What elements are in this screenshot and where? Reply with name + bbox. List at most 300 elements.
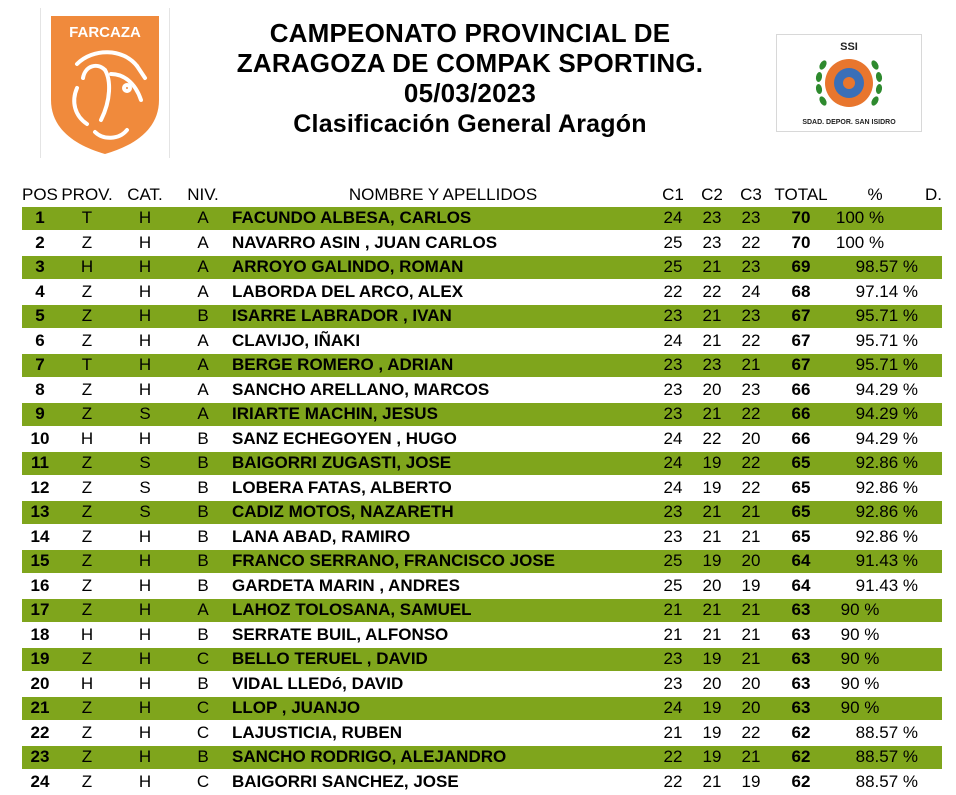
position-cell: 19 <box>22 647 58 672</box>
percent-cell: 95.71 % <box>832 353 918 378</box>
position-cell: 14 <box>22 525 58 550</box>
c3-score-cell: 19 <box>732 770 770 795</box>
category-cell: H <box>116 304 174 329</box>
category-cell: H <box>116 721 174 746</box>
diff-cell <box>918 598 942 623</box>
percent-cell: 100 % <box>832 231 918 256</box>
level-cell: B <box>174 574 232 599</box>
table-row <box>22 304 942 329</box>
position-cell: 12 <box>22 476 58 501</box>
province-cell: Z <box>58 231 116 256</box>
category-cell: H <box>116 378 174 403</box>
level-cell: A <box>174 207 232 231</box>
c2-score-cell: 21 <box>692 623 732 648</box>
farcaza-shield-icon <box>41 8 169 158</box>
c3-score-cell: 24 <box>732 280 770 305</box>
level-cell: C <box>174 647 232 672</box>
percent-cell: 90 % <box>832 696 918 721</box>
table-row <box>22 207 942 231</box>
table-row <box>22 231 942 256</box>
c2-score-cell: 21 <box>692 255 732 280</box>
province-cell: H <box>58 672 116 697</box>
table-row <box>22 745 942 770</box>
level-cell: A <box>174 255 232 280</box>
percent-cell: 92.86 % <box>832 525 918 550</box>
level-cell: B <box>174 549 232 574</box>
club-seal-icon <box>777 35 921 131</box>
shooter-name-cell: SANCHO RODRIGO, ALEJANDRO <box>232 745 654 770</box>
farcaza-logo-text: FARCAZA <box>69 24 141 41</box>
c2-score-cell: 22 <box>692 427 732 452</box>
table-row <box>22 549 942 574</box>
percent-cell: 94.29 % <box>832 402 918 427</box>
event-date: 05/03/2023 <box>403 78 537 108</box>
percent-cell: 91.43 % <box>832 574 918 599</box>
c1-score-cell: 21 <box>654 721 692 746</box>
category-cell: H <box>116 696 174 721</box>
shooter-name-cell: LAHOZ TOLOSANA, SAMUEL <box>232 598 654 623</box>
shooter-name-cell: LLOP , JUANJO <box>232 696 654 721</box>
level-cell: B <box>174 304 232 329</box>
category-cell: H <box>116 672 174 697</box>
level-cell: B <box>174 672 232 697</box>
shooter-name-cell: BAIGORRI SANCHEZ, JOSE <box>232 770 654 795</box>
province-cell: Z <box>58 329 116 354</box>
category-cell: H <box>116 207 174 231</box>
c2-score-cell: 19 <box>692 549 732 574</box>
percent-cell: 91.43 % <box>832 549 918 574</box>
total-score-cell: 64 <box>770 549 832 574</box>
c2-score-cell: 19 <box>692 476 732 501</box>
position-cell: 3 <box>22 255 58 280</box>
category-cell: H <box>116 549 174 574</box>
c1-score-cell: 25 <box>654 574 692 599</box>
c1-score-cell: 22 <box>654 280 692 305</box>
diff-cell <box>918 721 942 746</box>
province-cell: Z <box>58 304 116 329</box>
total-score-cell: 67 <box>770 304 832 329</box>
province-cell: Z <box>58 402 116 427</box>
c2-score-cell: 19 <box>692 696 732 721</box>
province-cell: Z <box>58 721 116 746</box>
diff-cell <box>918 696 942 721</box>
province-cell: Z <box>58 574 116 599</box>
table-row <box>22 525 942 550</box>
col-header-diff: D. <box>925 185 942 204</box>
percent-cell: 90 % <box>832 623 918 648</box>
col-header-cat: CAT. <box>127 185 163 204</box>
shooter-name-cell: FACUNDO ALBESA, CARLOS <box>232 207 654 231</box>
province-cell: H <box>58 255 116 280</box>
shooter-name-cell: BAIGORRI ZUGASTI, JOSE <box>232 451 654 476</box>
total-score-cell: 63 <box>770 696 832 721</box>
province-cell: Z <box>58 500 116 525</box>
level-cell: A <box>174 329 232 354</box>
c1-score-cell: 23 <box>654 500 692 525</box>
category-cell: H <box>116 427 174 452</box>
shooter-name-cell: CADIZ MOTOS, NAZARETH <box>232 500 654 525</box>
position-cell: 2 <box>22 231 58 256</box>
c1-score-cell: 25 <box>654 549 692 574</box>
level-cell: B <box>174 500 232 525</box>
c1-score-cell: 24 <box>654 476 692 501</box>
diff-cell <box>918 549 942 574</box>
percent-cell: 98.57 % <box>832 255 918 280</box>
c1-score-cell: 23 <box>654 304 692 329</box>
level-cell: A <box>174 402 232 427</box>
c3-score-cell: 23 <box>732 378 770 403</box>
table-row <box>22 476 942 501</box>
percent-cell: 90 % <box>832 672 918 697</box>
position-cell: 7 <box>22 353 58 378</box>
c1-score-cell: 23 <box>654 647 692 672</box>
percent-cell: 88.57 % <box>832 745 918 770</box>
level-cell: A <box>174 598 232 623</box>
total-score-cell: 63 <box>770 598 832 623</box>
diff-cell <box>918 770 942 795</box>
position-cell: 20 <box>22 672 58 697</box>
percent-cell: 97.14 % <box>832 280 918 305</box>
total-score-cell: 62 <box>770 770 832 795</box>
category-cell: H <box>116 574 174 599</box>
total-score-cell: 66 <box>770 378 832 403</box>
diff-cell <box>918 231 942 256</box>
total-score-cell: 63 <box>770 623 832 648</box>
total-score-cell: 70 <box>770 207 832 231</box>
level-cell: B <box>174 525 232 550</box>
percent-cell: 92.86 % <box>832 500 918 525</box>
c2-score-cell: 21 <box>692 329 732 354</box>
c2-score-cell: 23 <box>692 231 732 256</box>
position-cell: 6 <box>22 329 58 354</box>
table-row <box>22 672 942 697</box>
shooter-name-cell: SANZ ECHEGOYEN , HUGO <box>232 427 654 452</box>
category-cell: H <box>116 353 174 378</box>
diff-cell <box>918 280 942 305</box>
table-row <box>22 500 942 525</box>
diff-cell <box>918 255 942 280</box>
position-cell: 21 <box>22 696 58 721</box>
diff-cell <box>918 304 942 329</box>
position-cell: 18 <box>22 623 58 648</box>
category-cell: H <box>116 255 174 280</box>
c2-score-cell: 22 <box>692 280 732 305</box>
c2-score-cell: 21 <box>692 598 732 623</box>
c3-score-cell: 20 <box>732 696 770 721</box>
c2-score-cell: 21 <box>692 770 732 795</box>
c3-score-cell: 21 <box>732 623 770 648</box>
province-cell: Z <box>58 378 116 403</box>
col-header-percent: % <box>867 185 883 204</box>
c1-score-cell: 24 <box>654 207 692 231</box>
category-cell: H <box>116 770 174 795</box>
c3-score-cell: 20 <box>732 549 770 574</box>
position-cell: 11 <box>22 451 58 476</box>
total-score-cell: 65 <box>770 525 832 550</box>
level-cell: A <box>174 378 232 403</box>
title-line-1: CAMPEONATO PROVINCIAL DE <box>269 18 671 48</box>
province-cell: Z <box>58 745 116 770</box>
position-cell: 16 <box>22 574 58 599</box>
level-cell: C <box>174 770 232 795</box>
shooter-name-cell: BERGE ROMERO , ADRIAN <box>232 353 654 378</box>
province-cell: H <box>58 427 116 452</box>
c3-score-cell: 23 <box>732 207 770 231</box>
diff-cell <box>918 476 942 501</box>
c3-score-cell: 21 <box>732 500 770 525</box>
level-cell: C <box>174 696 232 721</box>
col-header-niv: NIV. <box>187 185 219 204</box>
c3-score-cell: 23 <box>732 255 770 280</box>
shooter-name-cell: GARDETA MARIN , ANDRES <box>232 574 654 599</box>
province-cell: Z <box>58 525 116 550</box>
position-cell: 23 <box>22 745 58 770</box>
c1-score-cell: 22 <box>654 770 692 795</box>
shooter-name-cell: LANA ABAD, RAMIRO <box>232 525 654 550</box>
total-score-cell: 63 <box>770 647 832 672</box>
total-score-cell: 62 <box>770 721 832 746</box>
col-header-c2: C2 <box>701 185 723 204</box>
percent-cell: 95.71 % <box>832 304 918 329</box>
province-cell: Z <box>58 647 116 672</box>
c1-score-cell: 23 <box>654 525 692 550</box>
province-cell: Z <box>58 451 116 476</box>
c1-score-cell: 24 <box>654 427 692 452</box>
total-score-cell: 70 <box>770 231 832 256</box>
shooter-name-cell: CLAVIJO, IÑAKI <box>232 329 654 354</box>
position-cell: 17 <box>22 598 58 623</box>
table-row <box>22 329 942 354</box>
club-logo-text: SDAD. DEPOR. SAN ISIDRO <box>802 119 896 126</box>
col-header-name: NOMBRE Y APELLIDOS <box>348 185 538 204</box>
category-cell: H <box>116 647 174 672</box>
table-row <box>22 451 942 476</box>
col-header-c1: C1 <box>662 185 684 204</box>
total-score-cell: 65 <box>770 500 832 525</box>
category-cell: H <box>116 231 174 256</box>
svg-text:SSI: SSI <box>840 41 858 53</box>
results-table <box>22 183 942 795</box>
diff-cell <box>918 451 942 476</box>
c1-score-cell: 23 <box>654 353 692 378</box>
page-subtitle: Clasificación General Aragón <box>293 110 647 138</box>
diff-cell <box>918 378 942 403</box>
c3-score-cell: 21 <box>732 525 770 550</box>
table-row <box>22 721 942 746</box>
c1-score-cell: 22 <box>654 745 692 770</box>
table-header-row <box>22 183 942 207</box>
col-header-pos: POS <box>22 185 58 204</box>
diff-cell <box>918 329 942 354</box>
province-cell: Z <box>58 280 116 305</box>
table-row <box>22 255 942 280</box>
table-row <box>22 280 942 305</box>
total-score-cell: 67 <box>770 329 832 354</box>
results-body <box>22 207 942 794</box>
c1-score-cell: 23 <box>654 378 692 403</box>
c2-score-cell: 21 <box>692 500 732 525</box>
c3-score-cell: 21 <box>732 647 770 672</box>
diff-cell <box>918 402 942 427</box>
category-cell: H <box>116 329 174 354</box>
percent-cell: 95.71 % <box>832 329 918 354</box>
diff-cell <box>918 500 942 525</box>
total-score-cell: 66 <box>770 427 832 452</box>
table-row <box>22 598 942 623</box>
shooter-name-cell: ARROYO GALINDO, ROMAN <box>232 255 654 280</box>
c3-score-cell: 22 <box>732 402 770 427</box>
c1-score-cell: 24 <box>654 451 692 476</box>
farcaza-logo <box>40 8 170 158</box>
position-cell: 15 <box>22 549 58 574</box>
diff-cell <box>918 623 942 648</box>
shooter-name-cell: SANCHO ARELLANO, MARCOS <box>232 378 654 403</box>
table-row <box>22 770 942 795</box>
shooter-name-cell: VIDAL LLEDó, DAVID <box>232 672 654 697</box>
province-cell: T <box>58 353 116 378</box>
c3-score-cell: 22 <box>732 476 770 501</box>
category-cell: S <box>116 500 174 525</box>
diff-cell <box>918 672 942 697</box>
shooter-name-cell: ISARRE LABRADOR , IVAN <box>232 304 654 329</box>
province-cell: Z <box>58 476 116 501</box>
category-cell: S <box>116 402 174 427</box>
diff-cell <box>918 647 942 672</box>
diff-cell <box>918 745 942 770</box>
diff-cell <box>918 207 942 231</box>
shooter-name-cell: NAVARRO ASIN , JUAN CARLOS <box>232 231 654 256</box>
c1-score-cell: 21 <box>654 623 692 648</box>
c1-score-cell: 23 <box>654 402 692 427</box>
percent-cell: 92.86 % <box>832 451 918 476</box>
position-cell: 13 <box>22 500 58 525</box>
level-cell: C <box>174 721 232 746</box>
total-score-cell: 65 <box>770 476 832 501</box>
percent-cell: 100 % <box>832 207 918 231</box>
c3-score-cell: 23 <box>732 304 770 329</box>
c2-score-cell: 21 <box>692 402 732 427</box>
shooter-name-cell: LAJUSTICIA, RUBEN <box>232 721 654 746</box>
position-cell: 1 <box>22 207 58 231</box>
level-cell: B <box>174 476 232 501</box>
percent-cell: 88.57 % <box>832 770 918 795</box>
c2-score-cell: 23 <box>692 207 732 231</box>
col-header-prov: PROV. <box>61 185 113 204</box>
title-line-2: ZARAGOZA DE COMPAK SPORTING. <box>236 48 704 78</box>
percent-cell: 88.57 % <box>832 721 918 746</box>
col-header-total: TOTAL <box>774 185 828 204</box>
c3-score-cell: 22 <box>732 231 770 256</box>
shooter-name-cell: BELLO TERUEL , DAVID <box>232 647 654 672</box>
category-cell: H <box>116 525 174 550</box>
c2-score-cell: 20 <box>692 574 732 599</box>
province-cell: T <box>58 207 116 231</box>
c3-score-cell: 19 <box>732 574 770 599</box>
c3-score-cell: 21 <box>732 745 770 770</box>
total-score-cell: 65 <box>770 451 832 476</box>
diff-cell <box>918 353 942 378</box>
table-row <box>22 427 942 452</box>
position-cell: 10 <box>22 427 58 452</box>
total-score-cell: 64 <box>770 574 832 599</box>
total-score-cell: 68 <box>770 280 832 305</box>
position-cell: 5 <box>22 304 58 329</box>
table-row <box>22 696 942 721</box>
percent-cell: 94.29 % <box>832 378 918 403</box>
total-score-cell: 62 <box>770 745 832 770</box>
position-cell: 4 <box>22 280 58 305</box>
c1-score-cell: 21 <box>654 598 692 623</box>
c2-score-cell: 20 <box>692 378 732 403</box>
category-cell: S <box>116 451 174 476</box>
category-cell: H <box>116 623 174 648</box>
level-cell: A <box>174 231 232 256</box>
level-cell: B <box>174 427 232 452</box>
c1-score-cell: 23 <box>654 672 692 697</box>
percent-cell: 90 % <box>832 647 918 672</box>
total-score-cell: 63 <box>770 672 832 697</box>
table-row <box>22 353 942 378</box>
col-header-c3: C3 <box>740 185 762 204</box>
c2-score-cell: 23 <box>692 353 732 378</box>
c3-score-cell: 22 <box>732 451 770 476</box>
c2-score-cell: 21 <box>692 304 732 329</box>
shooter-name-cell: SERRATE BUIL, ALFONSO <box>232 623 654 648</box>
shooter-name-cell: IRIARTE MACHIN, JESUS <box>232 402 654 427</box>
table-row <box>22 623 942 648</box>
table-row <box>22 378 942 403</box>
category-cell: H <box>116 598 174 623</box>
club-logo <box>776 34 922 132</box>
province-cell: Z <box>58 770 116 795</box>
c1-score-cell: 25 <box>654 255 692 280</box>
diff-cell <box>918 427 942 452</box>
category-cell: S <box>116 476 174 501</box>
position-cell: 24 <box>22 770 58 795</box>
c3-score-cell: 20 <box>732 427 770 452</box>
position-cell: 8 <box>22 378 58 403</box>
table-row <box>22 402 942 427</box>
diff-cell <box>918 525 942 550</box>
level-cell: B <box>174 451 232 476</box>
c2-score-cell: 19 <box>692 721 732 746</box>
total-score-cell: 69 <box>770 255 832 280</box>
c1-score-cell: 24 <box>654 696 692 721</box>
c1-score-cell: 25 <box>654 231 692 256</box>
c3-score-cell: 22 <box>732 721 770 746</box>
level-cell: A <box>174 353 232 378</box>
table-row <box>22 574 942 599</box>
position-cell: 9 <box>22 402 58 427</box>
total-score-cell: 67 <box>770 353 832 378</box>
c2-score-cell: 20 <box>692 672 732 697</box>
c1-score-cell: 24 <box>654 329 692 354</box>
level-cell: B <box>174 623 232 648</box>
province-cell: H <box>58 623 116 648</box>
level-cell: A <box>174 280 232 305</box>
province-cell: Z <box>58 598 116 623</box>
province-cell: Z <box>58 549 116 574</box>
title-block <box>170 18 770 140</box>
c2-score-cell: 19 <box>692 647 732 672</box>
c2-score-cell: 21 <box>692 525 732 550</box>
c3-score-cell: 22 <box>732 329 770 354</box>
c3-score-cell: 21 <box>732 353 770 378</box>
c3-score-cell: 21 <box>732 598 770 623</box>
category-cell: H <box>116 280 174 305</box>
diff-cell <box>918 574 942 599</box>
c2-score-cell: 19 <box>692 745 732 770</box>
